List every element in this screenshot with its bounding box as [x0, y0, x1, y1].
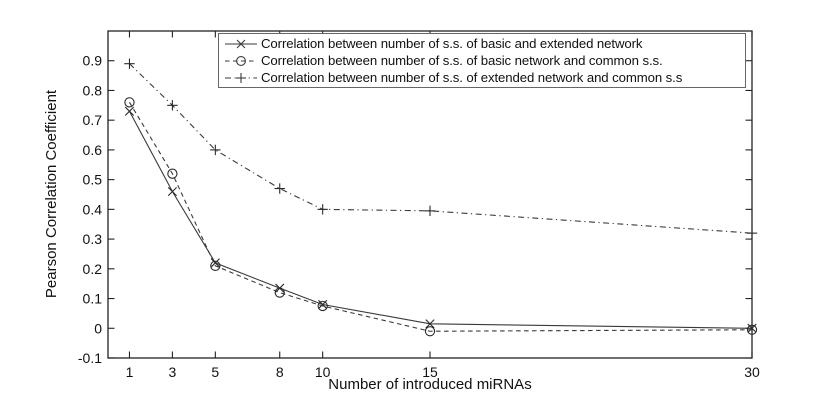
plus-marker-dashdot-line-icon: [224, 71, 258, 85]
x-tick-label: 3: [168, 364, 177, 380]
legend-label: Correlation between number of s.s. of basic network and common s.s.: [261, 53, 663, 68]
y-tick-label: -0.1: [77, 350, 102, 366]
x-tick-label: 1: [125, 364, 134, 380]
y-tick-label: 0.5: [82, 171, 102, 188]
x-tick-label: 15: [422, 364, 438, 380]
y-tick-label: 0.8: [82, 82, 102, 99]
y-tick-label: 0.9: [82, 52, 102, 69]
x-tick-label: 8: [275, 364, 284, 380]
series-line: [129, 102, 752, 331]
y-tick-label: 0: [94, 320, 102, 337]
y-axis-title: Pearson Correlation Coefficient: [43, 89, 60, 299]
x-tick-label: 30: [744, 364, 760, 380]
legend-item: [224, 69, 743, 86]
series-line: [129, 64, 752, 233]
circle-markers: [125, 98, 757, 336]
y-tick-label: 0.1: [82, 290, 102, 307]
series-line: [129, 111, 752, 328]
y-tick-label: 0.3: [82, 231, 102, 248]
legend-sample-svg: [224, 71, 258, 85]
x-markers: [125, 107, 756, 332]
series-circle-dashed: [125, 98, 757, 336]
legend-sample-svg: [224, 37, 258, 51]
legend-sample-svg: [224, 54, 258, 68]
circle-marker-dashed-line-icon: [224, 54, 258, 68]
legend-item: [224, 35, 743, 52]
x-tick-label: 10: [314, 364, 331, 380]
tick-labels: [78, 53, 760, 380]
x-tick-label: 5: [211, 364, 220, 380]
legend-item: [224, 52, 743, 69]
y-tick-label: 0.6: [82, 141, 102, 158]
legend: [218, 33, 746, 88]
series-x-solid: [125, 107, 756, 332]
y-tick-label: 0.2: [82, 260, 102, 277]
x-marker-solid-line-icon: [224, 37, 258, 51]
legend-label: Correlation between number of s.s. of extended network and common s.s: [261, 70, 683, 85]
y-tick-label: 0.7: [82, 112, 102, 129]
x-axis-title: Number of introduced miRNAs: [328, 376, 532, 393]
legend-label: Correlation between number of s.s. of basic and extended network: [261, 36, 643, 51]
y-tick-label: 0.4: [82, 201, 102, 218]
